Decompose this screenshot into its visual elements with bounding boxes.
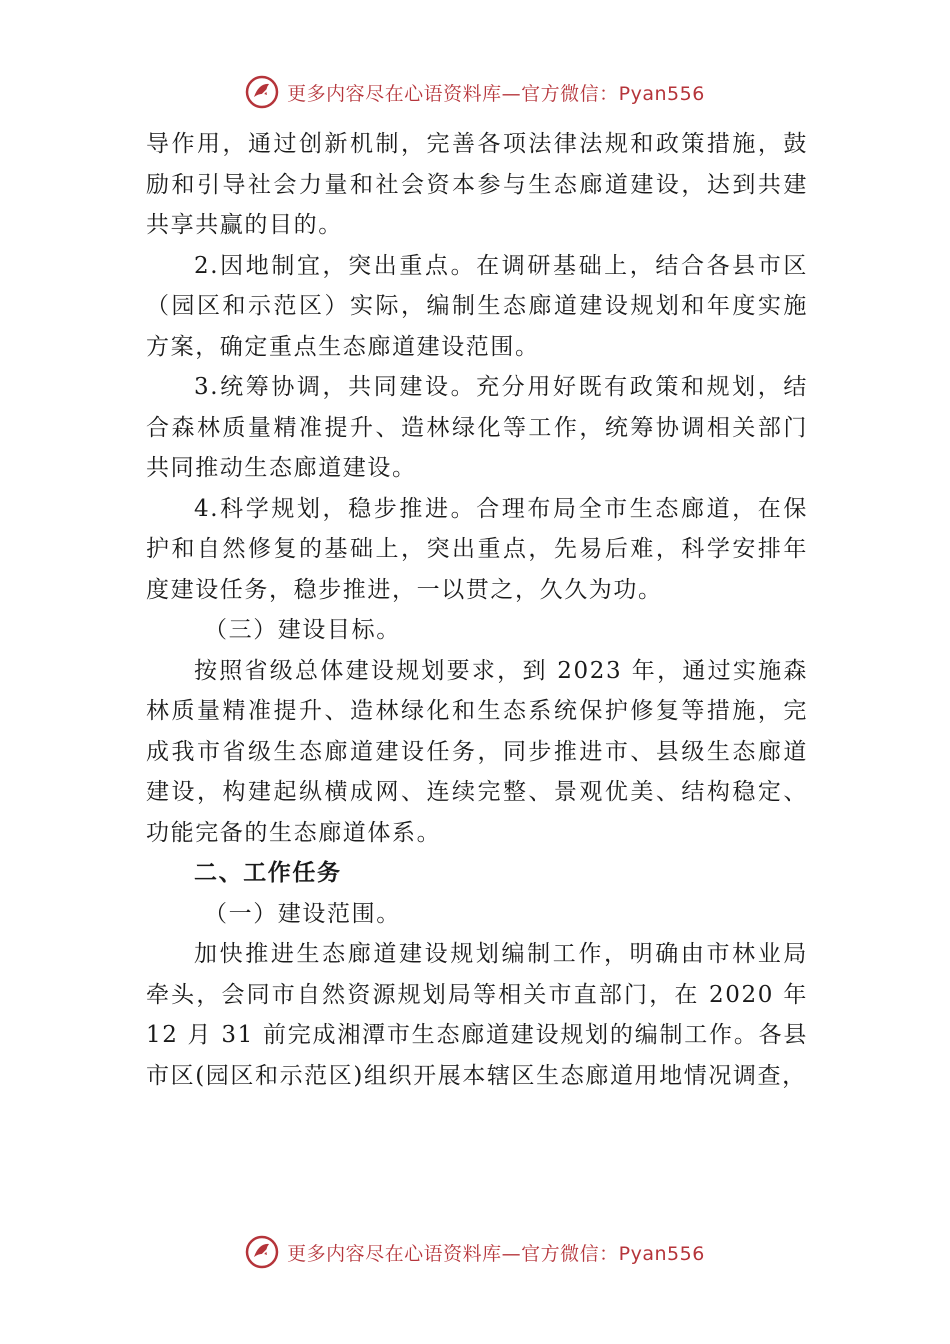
document-body bbox=[146, 124, 808, 1096]
paragraph-scope: 加快推进生态廊道建设规划编制工作，明确由市林业局牵头，会同市自然资源规划局等相关市直部门，在 2020 年 12 月 31 前完成湘潭市生态廊道建设规划的编制工作。各县市区(园区和示范区)组织开展本辖区生态廊道用地情况调查， bbox=[146, 941, 808, 1089]
brand-logo-icon bbox=[245, 1235, 279, 1269]
paragraph-continuation: 导作用，通过创新机制，完善各项法律法规和政策措施，鼓励和引导社会力量和社会资本参与生态廊道建设，达到共建共享共赢的目的。 bbox=[146, 131, 808, 238]
footer-banner bbox=[0, 1230, 950, 1274]
section-heading-goals: （三）建设目标。 bbox=[204, 617, 401, 643]
paragraph-principle-3: 3.统筹协调，共同建设。充分用好既有政策和规划，结合森林质量精准提升、造林绿化等工作，统筹协调相关部门共同推动生态廊道建设。 bbox=[146, 374, 808, 481]
paragraph-goals: 按照省级总体建设规划要求，到 2023 年，通过实施森林质量精准提升、造林绿化和生态系统保护修复等措施，完成我市省级生态廊道建设任务，同步推进市、县级生态廊道建设，构建起纵横成网、连续完整、景观优美、结构稳定、功能完备的生态廊道体系。 bbox=[146, 657, 808, 846]
section-heading-scope: （一）建设范围。 bbox=[204, 900, 401, 927]
paragraph-principle-2: 2.因地制宜，突出重点。在调研基础上，结合各县市区（园区和示范区）实际，编制生态廊道建设规划和年度实施方案，确定重点生态廊道建设范围。 bbox=[146, 252, 808, 360]
paragraph-principle-4: 4.科学规划，稳步推进。合理布局全市生态廊道，在保护和自然修复的基础上，突出重点，先易后难，科学安排年度建设任务，稳步推进，一以贯之，久久为功。 bbox=[146, 495, 808, 603]
brand-logo-icon bbox=[245, 75, 279, 109]
section-heading-tasks: 二、工作任务 bbox=[194, 859, 342, 886]
header-banner bbox=[0, 70, 950, 114]
header-banner-text: 更多内容尽在心语资料库—官方微信：Pyan556 bbox=[287, 82, 705, 105]
footer-banner-text: 更多内容尽在心语资料库—官方微信：Pyan556 bbox=[287, 1242, 705, 1265]
